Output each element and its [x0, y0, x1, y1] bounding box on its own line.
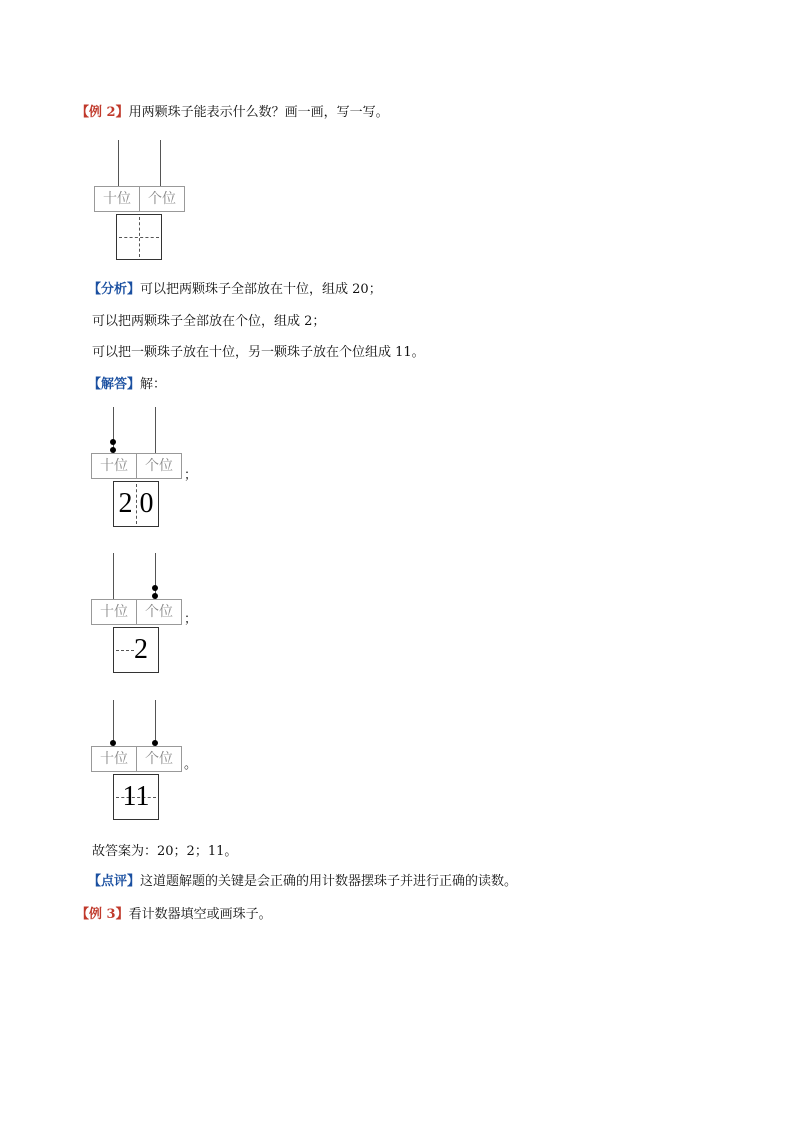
- example-3-text: 看计数器填空或画珠子。: [128, 907, 272, 922]
- bead: [152, 585, 158, 591]
- ones-rod: [155, 407, 156, 453]
- tens-rod: [118, 140, 119, 186]
- analysis-tag: 【分析】: [88, 282, 141, 297]
- tens-label: 十位: [100, 751, 128, 767]
- example-3-tag: 【例 3】: [76, 907, 129, 922]
- comment-tag: 【点评】: [88, 874, 141, 889]
- example-2-tag: 【例 2】: [76, 105, 129, 120]
- answer-box: [113, 627, 159, 673]
- ones-label: 个位: [139, 187, 184, 211]
- analysis-text-1: 可以把两颗珠子全部放在十位，组成 20；: [140, 282, 382, 297]
- ones-label: 个位: [136, 747, 181, 771]
- example-2-text: 用两颗珠子能表示什么数？画一画，写一写。: [128, 105, 389, 120]
- tens-label: 十位: [103, 191, 131, 207]
- analysis-line-1: [88, 281, 382, 299]
- comment-line: [88, 873, 517, 891]
- solution-tag: 【解答】: [88, 377, 141, 392]
- comment-text: 这道题解题的关键是会正确的用计数器摆珠子并进行正确的读数。: [140, 874, 518, 889]
- analysis-line-2: 可以把两颗珠子全部放在个位，组成 2；: [92, 314, 326, 329]
- place-labels: [91, 453, 182, 479]
- box-horizontal-guide: [119, 237, 159, 238]
- answer-1-punct: ；: [184, 468, 198, 483]
- ones-label: 个位: [136, 454, 181, 478]
- answer-3-punct: 。: [184, 757, 198, 772]
- tens-label: 十位: [100, 604, 128, 620]
- final-answer: 故答案为：20；2；11。: [92, 844, 238, 859]
- place-labels: [91, 746, 182, 772]
- example-3-question: [76, 906, 272, 924]
- solution-heading: [88, 376, 166, 394]
- place-labels: [94, 186, 185, 212]
- answer-number: 11: [122, 781, 150, 812]
- solution-text: 解：: [140, 377, 167, 392]
- example-2-question: [76, 104, 389, 122]
- place-labels: [91, 599, 182, 625]
- answer-box: [116, 214, 162, 260]
- answer-number: 2 0: [118, 488, 154, 519]
- tens-rod: [113, 553, 114, 599]
- analysis-line-3: 可以把一颗珠子放在十位，另一颗珠子放在个位组成 11。: [92, 345, 425, 360]
- answer-box: [113, 481, 159, 527]
- ones-rod: [160, 140, 161, 186]
- tens-label: 十位: [100, 458, 128, 474]
- answer-box: [113, 774, 159, 820]
- ones-label: 个位: [136, 600, 181, 624]
- answer-number: 2: [134, 634, 148, 665]
- answer-2-punct: ；: [184, 612, 198, 627]
- bead: [110, 439, 116, 445]
